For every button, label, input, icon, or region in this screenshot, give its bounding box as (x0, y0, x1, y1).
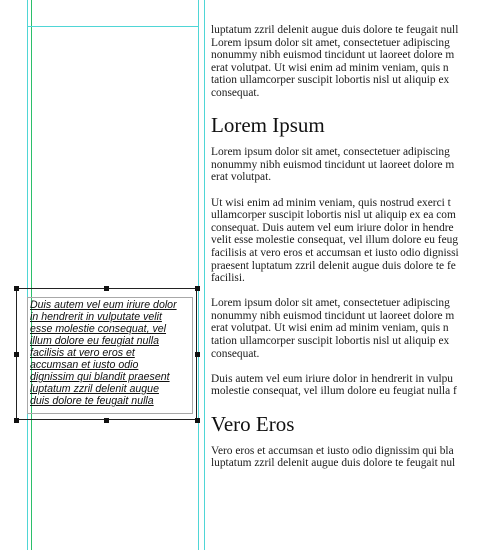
text-line: consequat. Duis autem vel eum iriure dolor in hendre (211, 221, 454, 234)
resize-handle-top-right[interactable] (195, 286, 200, 291)
margin-guide-green (31, 0, 32, 550)
paragraph (211, 445, 488, 470)
resize-handle-bottom-right[interactable] (195, 418, 200, 423)
text-line: nonummy nibh euismod tincidunt ut laoreet dolore m (211, 158, 455, 171)
section-heading: Lorem Ipsum (211, 113, 325, 138)
text-line: dignissim qui blandit praesent (30, 371, 170, 383)
text-line: praesent luptatum zzril delenit augue duis dolore te fe (211, 259, 456, 272)
text-line: duis dolore te feugait nulla (30, 395, 154, 407)
text-line: erat volutpat. Ut wisi enim ad minim veniam, quis n (211, 61, 449, 74)
text-line: nonummy nibh euismod tincidunt ut laoreet dolore m (211, 49, 455, 62)
text-line: ullamcorper suscipit lobortis nisl ut aliquip ex ea com (211, 209, 456, 222)
text-line: Lorem ipsum dolor sit amet, consectetuer adipiscing (211, 146, 450, 159)
paragraph (211, 146, 488, 184)
text-line: luptatum zzril delenit augue duis dolore te feugait null (211, 24, 459, 36)
text-line: facilisis at vero eros et (30, 347, 135, 359)
text-line: illum dolore eu feugiat nulla (30, 335, 159, 347)
text-line: esse molestie consequat, vel (30, 323, 167, 335)
paragraph (211, 297, 488, 360)
resize-handle-middle-left[interactable] (14, 352, 19, 357)
text-line: accumsan et iusto odio (30, 359, 139, 371)
text-line: facilisi. (211, 272, 245, 285)
paragraph (211, 373, 488, 398)
text-line: Duis autem vel eum iriure dolor (30, 299, 177, 311)
selected-text-frame[interactable] (16, 288, 197, 420)
resize-handle-top-left[interactable] (14, 286, 19, 291)
text-line: Lorem ipsum dolor sit amet, consectetuer adipiscing (211, 36, 450, 49)
resize-handle-middle-right[interactable] (195, 352, 200, 357)
text-line: luptatum zzril delenit augue (30, 383, 159, 395)
resize-handle-bottom-center[interactable] (104, 418, 109, 423)
text-line: Lorem ipsum dolor sit amet, consectetuer adipiscing (211, 297, 450, 310)
text-line: consequat. (211, 86, 260, 99)
text-line: Vero eros et accumsan et iusto odio dignissim qui bla (211, 444, 454, 457)
text-line: molestie consequat, vel illum dolore eu feugiat nulla f (211, 385, 457, 398)
paragraph (211, 197, 488, 285)
text-line: luptatum zzril delenit augue duis dolore te feugait nul (211, 457, 456, 470)
text-line: Ut wisi enim ad minim veniam, quis nostrud exerci t (211, 196, 451, 209)
column-guide-right (204, 0, 205, 550)
text-line: erat volutpat. Ut wisi enim ad minim veniam, quis n (211, 322, 449, 335)
resize-handle-bottom-left[interactable] (14, 418, 19, 423)
column-guide-left (27, 0, 28, 550)
top-margin-guide (27, 26, 199, 27)
text-line: facilisis at vero eros et accumsan et iusto odio dignissi (211, 246, 459, 259)
paragraph (211, 24, 488, 100)
text-line: nonummy nibh euismod tincidunt ut laoreet dolore m (211, 309, 455, 322)
text-line: tation ullamcorper suscipit lobortis nisl ut aliquip ex (211, 74, 450, 87)
section-heading: Vero Eros (211, 411, 295, 436)
text-line: erat volutpat. (211, 171, 272, 184)
text-line: in hendrerit in vulputate velit (30, 311, 162, 323)
body-text-column[interactable] (211, 24, 488, 482)
text-line: Duis autem vel eum iriure dolor in hendrerit in vulpu (211, 372, 453, 385)
text-line: consequat. (211, 347, 260, 360)
text-line: tation ullamcorper suscipit lobortis nisl ut aliquip ex (211, 335, 450, 348)
text-line: velit esse molestie consequat, vel illum dolore eu feug (211, 234, 459, 247)
column-guide-middle (198, 0, 199, 550)
text-frame-content[interactable] (30, 299, 198, 407)
resize-handle-top-center[interactable] (104, 286, 109, 291)
